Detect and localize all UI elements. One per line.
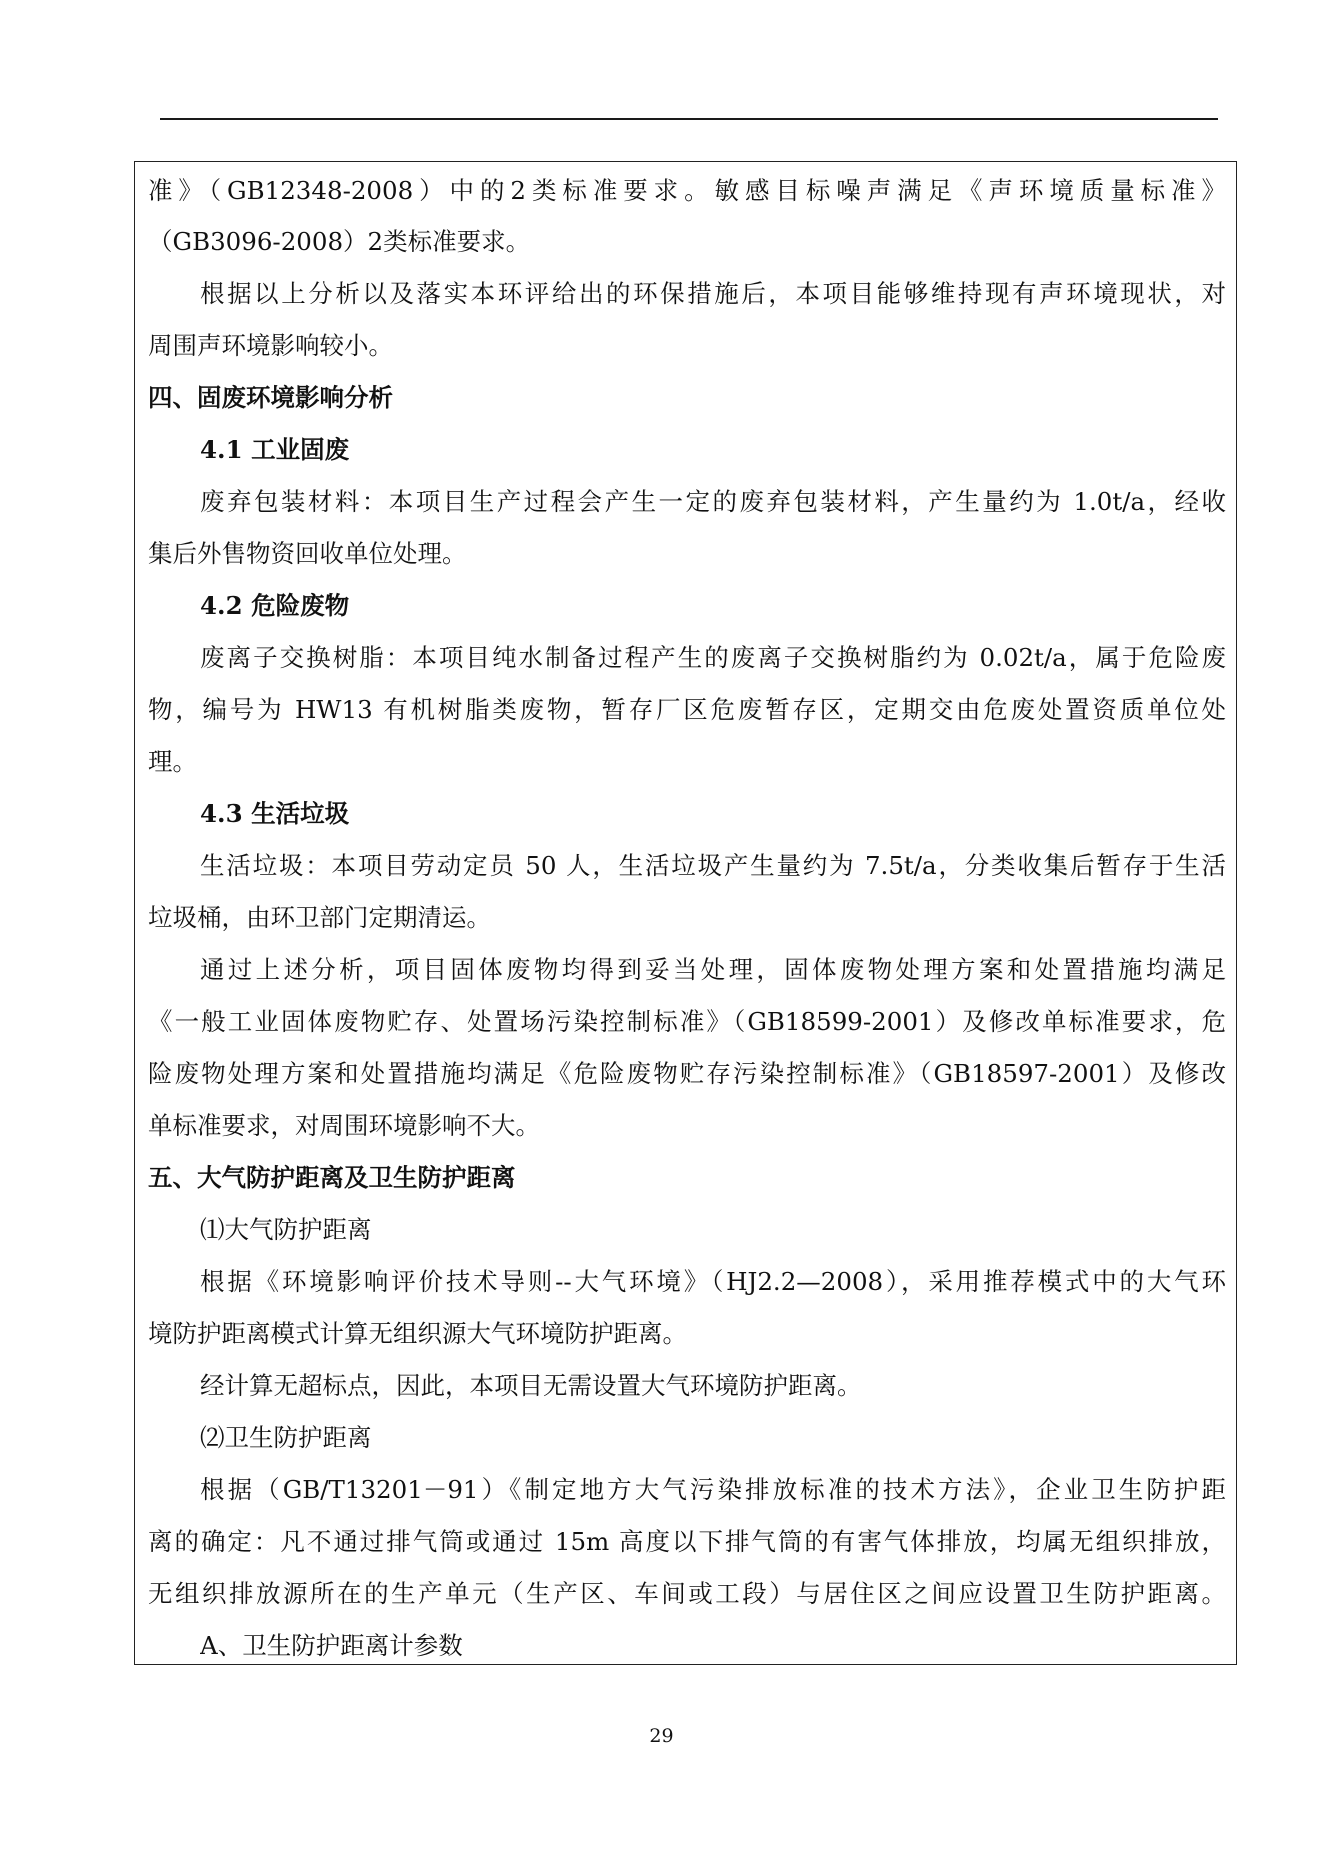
paragraph-line: 境防护距离模式计算无组织源大气环境防护距离。: [148, 1319, 687, 1348]
section-heading: 四、固废环境影响分析: [148, 383, 393, 412]
subsection-heading: 4.3 生活垃圾: [200, 799, 350, 828]
paragraph-line: 理。: [148, 747, 197, 776]
subsection-heading: 4.1 工业固废: [200, 435, 350, 464]
subsection-label: A、卫生防护距离计参数: [200, 1631, 463, 1660]
section-heading: 五、大气防护距离及卫生防护距离: [148, 1163, 516, 1192]
paragraph-line: 废离子交换树脂：本项目纯水制备过程产生的废离子交换树脂约为 0.02t/a，属于危险废: [200, 643, 1226, 672]
paragraph-line: 垃圾桶，由环卫部门定期清运。: [148, 903, 491, 932]
paragraph-line: 险废物处理方案和处置措施均满足《危险废物贮存污染控制标准》（GB18597-2001）及修改: [148, 1059, 1226, 1088]
paragraph-line: 通过上述分析，项目固体废物均得到妥当处理，固体废物处理方案和处置措施均满足: [200, 955, 1226, 984]
paragraph-line: 准》（GB12348-2008）中的2类标准要求。敏感目标噪声满足《声环境质量标准》: [148, 176, 1226, 205]
paragraph-line: 集后外售物资回收单位处理。: [148, 539, 467, 568]
paragraph-line: 废弃包装材料：本项目生产过程会产生一定的废弃包装材料，产生量约为 1.0t/a，经收: [200, 487, 1226, 516]
paragraph-line: 生活垃圾：本项目劳动定员 50 人，生活垃圾产生量约为 7.5t/a，分类收集后暂存于生活: [200, 851, 1226, 880]
paragraph-line: 根据以上分析以及落实本环评给出的环保措施后，本项目能够维持现有声环境现状，对: [200, 279, 1226, 308]
paragraph-line: 《一般工业固体废物贮存、处置场污染控制标准》（GB18599-2001）及修改单标准要求，危: [148, 1007, 1226, 1036]
paragraph-line: 经计算无超标点，因此，本项目无需设置大气环境防护距离。: [200, 1371, 862, 1400]
page-number: 29: [649, 1725, 674, 1747]
paragraph-line: 物，编号为 HW13 有机树脂类废物，暂存厂区危废暂存区，定期交由危废处置资质单位处: [148, 695, 1226, 724]
header-rule: [160, 118, 1218, 120]
paragraph-line: 无组织排放源所在的生产单元（生产区、车间或工段）与居住区之间应设置卫生防护距离。: [148, 1579, 1226, 1608]
subsection-heading: 4.2 危险废物: [200, 591, 350, 620]
paragraph-line: 单标准要求，对周围环境影响不大。: [148, 1111, 540, 1140]
subsection-label: ⑵卫生防护距离: [200, 1423, 372, 1452]
subsection-label: ⑴大气防护距离: [200, 1215, 372, 1244]
paragraph-line: （GB3096-2008）2类标准要求。: [148, 227, 531, 256]
paragraph-line: 周围声环境影响较小。: [148, 331, 393, 360]
paragraph-line: 根据《环境影响评价技术导则--大气环境》（HJ2.2—2008），采用推荐模式中的大气环: [200, 1267, 1226, 1296]
paragraph-line: 根据（GB/T13201－91）《制定地方大气污染排放标准的技术方法》，企业卫生防护距: [200, 1475, 1226, 1504]
paragraph-line: 离的确定：凡不通过排气筒或通过 15m 高度以下排气筒的有害气体排放，均属无组织排放，: [148, 1527, 1226, 1556]
